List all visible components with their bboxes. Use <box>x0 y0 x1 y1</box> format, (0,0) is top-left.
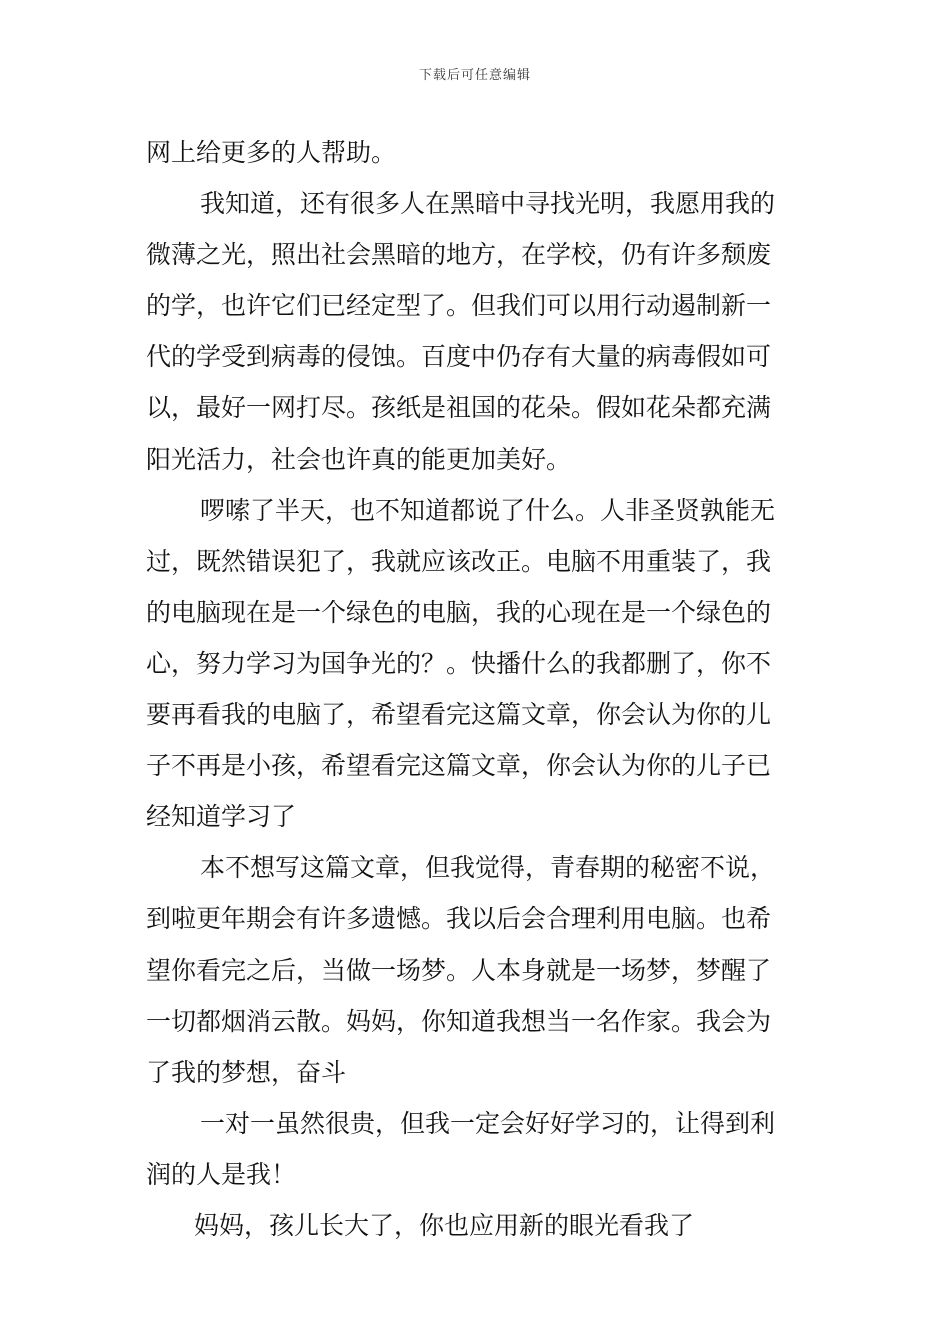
text-line: 以，最好一网打尽。孩纸是祖国的花朵。假如花朵都充满 <box>146 393 772 423</box>
text-line: 经知道学习了 <box>146 802 297 832</box>
paragraph-start-line: 妈妈，孩儿长大了，你也应用新的眼光看我了 <box>194 1210 695 1240</box>
paragraph-start-line: 一对一虽然很贵，但我一定会好好学习的，让得到利 <box>200 1108 776 1138</box>
text-line: 阳光活力，社会也许真的能更加美好。 <box>146 444 572 474</box>
text-line: 代的学受到病毒的侵蚀。百度中仍存有大量的病毒假如可 <box>146 342 772 372</box>
paragraph-start-line: 啰嗦了半天，也不知道都说了什么。人非圣贤孰能无 <box>200 495 776 525</box>
text-line: 到啦更年期会有许多遗憾。我以后会合理利用电脑。也希 <box>146 904 772 934</box>
text-line: 微薄之光，照出社会黑暗的地方，在学校，仍有许多颓废 <box>146 240 772 270</box>
text-line: 过，既然错误犯了，我就应该改正。电脑不用重装了，我 <box>146 546 772 576</box>
text-line: 的学，也许它们已经定型了。但我们可以用行动遏制新一 <box>146 291 772 321</box>
text-line: 子不再是小孩，希望看完这篇文章，你会认为你的儿子已 <box>146 751 772 781</box>
text-line: 心，努力学习为国争光的？。快播什么的我都删了，你不 <box>146 648 772 678</box>
text-line: 的电脑现在是一个绿色的电脑，我的心现在是一个绿色的 <box>146 597 772 627</box>
paragraph-start-line: 我知道，还有很多人在黑暗中寻找光明，我愿用我的 <box>200 189 776 219</box>
page-header: 下载后可任意编辑 <box>418 68 531 83</box>
text-line: 网上给更多的人帮助。 <box>146 138 397 167</box>
text-line: 一切都烟消云散。妈妈，你知道我想当一名作家。我会为 <box>146 1006 772 1036</box>
paragraph-start-line: 本不想写这篇文章，但我觉得，青春期的秘密不说， <box>200 853 776 883</box>
document-body <box>146 127 808 1251</box>
text-line: 了我的梦想，奋斗 <box>146 1057 347 1087</box>
text-line: 要再看我的电脑了，希望看完这篇文章，你会认为你的儿 <box>146 700 772 730</box>
text-line: 望你看完之后，当做一场梦。人本身就是一场梦，梦醒了 <box>146 955 772 985</box>
text-line: 润的人是我！ <box>146 1159 297 1189</box>
